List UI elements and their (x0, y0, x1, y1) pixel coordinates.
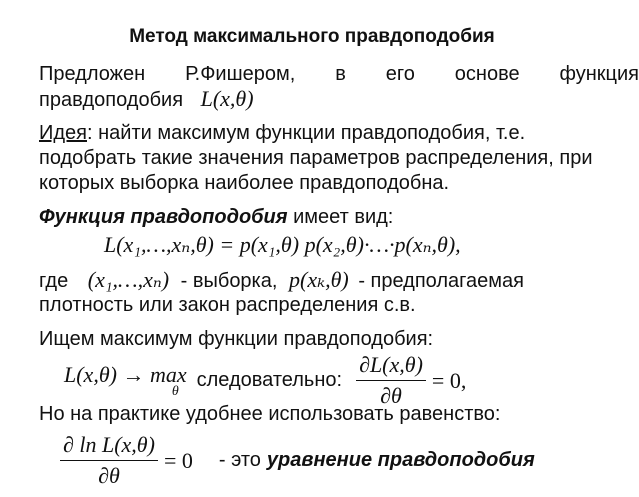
word: в (335, 63, 346, 85)
text: правдоподобия (39, 89, 184, 111)
paragraph-fisher-line2 (39, 87, 254, 112)
likelihood-formula: L(x,θ) (200, 86, 254, 111)
max-formula (64, 362, 187, 400)
paragraph-where-line2: плотность или закон распределения с.в. (39, 294, 416, 316)
paragraph-idea-line3: которых выборка наиболее правдоподобна. (39, 172, 450, 194)
likelihood-equation-term: уравнение правдоподобия (266, 449, 535, 471)
derivative-denominator: ∂θ (380, 383, 402, 408)
word: основе (454, 63, 520, 85)
derivative-numerator: ∂L(x,θ) (356, 352, 426, 381)
paragraph-fisher-line1 (39, 62, 639, 86)
derivative-rhs: = 0, (431, 367, 467, 393)
page-title: Метод максимального правдоподобия (129, 26, 495, 47)
word: функция (559, 63, 639, 85)
density-formula: p(xₖ,θ) (289, 267, 349, 292)
log-derivative-denominator: ∂θ (98, 463, 120, 488)
word: Р.Фишером, (185, 63, 296, 85)
text: имеет вид: (287, 206, 394, 228)
derivative-fraction (356, 352, 426, 409)
paragraph-search-max: Ищем максимум функции правдоподобия: (39, 328, 434, 350)
likelihood-product-formula: L(x₁,…,xₙ,θ) = p(x₁,θ) p(x₂,θ)·…·p(xₙ,θ), (104, 232, 461, 257)
word: его (385, 63, 415, 85)
log-derivative-fraction (60, 432, 158, 489)
log-derivative-numerator: ∂ ln L(x,θ) (60, 432, 158, 461)
log-equation-row (60, 432, 535, 489)
bold-term: Функция правдоподобия (39, 206, 288, 228)
hence-text: следовательно: (196, 369, 343, 391)
max-equation-row (64, 352, 466, 409)
paragraph-idea-line2: подобрать такие значения параметров распределения, при (39, 147, 593, 169)
text: где (39, 270, 69, 292)
log-derivative-rhs: = 0 (163, 447, 193, 473)
paragraph-practice: Но на практике удобнее использовать равенство: (39, 403, 501, 425)
word: Предложен (39, 63, 146, 85)
paragraph-where-line1 (39, 268, 524, 293)
text: : найти максимум функции правдоподобия, т.е. (87, 122, 526, 144)
sample-formula: (x₁,…,xₙ) (87, 267, 170, 292)
text: - предполагаемая (358, 270, 524, 292)
dash-text: - это (218, 449, 261, 471)
idea-label: Идея (39, 122, 87, 144)
max-subscript: θ (171, 383, 179, 399)
paragraph-function (39, 205, 393, 229)
max-formula-main: L(x,θ) → max (64, 361, 187, 387)
text: - выборка, (180, 270, 278, 292)
paragraph-idea-line1 (39, 121, 525, 145)
